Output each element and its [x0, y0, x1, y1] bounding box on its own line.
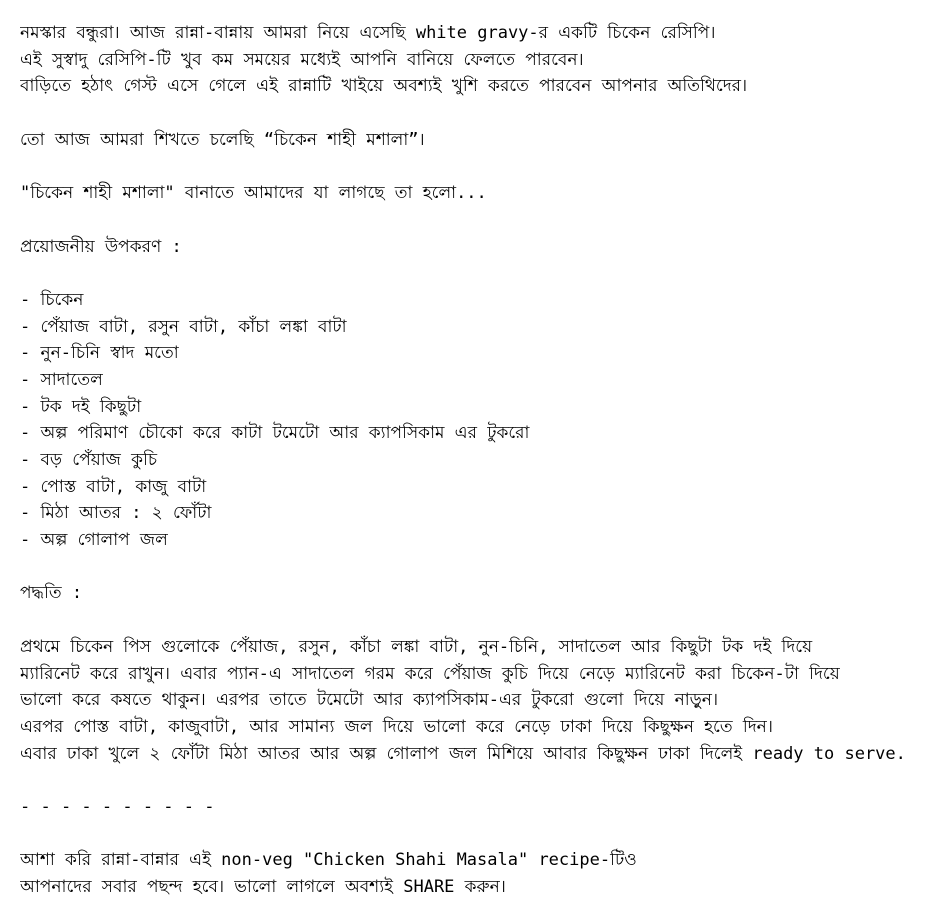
intro-line-2: এই সুস্বাদু রেসিপি-টি খুব কম সময়ের মধ্যেই আপনি বানিয়ে ফেলতে পারবেন। [20, 49, 584, 70]
blank-line [20, 207, 940, 234]
blank-line [20, 260, 940, 287]
blank-line [20, 554, 940, 581]
method-line: ম্যারিনেট করে রাখুন। এবার প্যান-এ সাদাতেল গরম করে পেঁয়াজ কুচি দিয়ে নেড়ে ম্যারিনেট করা চিকেন-টা দিয়ে [20, 663, 840, 684]
ingredient-item: - অল্প গোলাপ জল [20, 530, 168, 551]
blank-line [20, 767, 940, 794]
recipe-document [20, 20, 940, 901]
ingredient-item: - নুন-চিনি স্বাদ মতো [20, 343, 179, 364]
ingredient-item: - বড় পেঁয়াজ কুচি [20, 450, 158, 470]
dashed-divider: - - - - - - - - - - [20, 796, 215, 817]
ingredient-item: - টক দই কিছুটা [20, 396, 142, 417]
method-line: প্রথমে চিকেন পিস গুলোকে পেঁয়াজ, রসুন, কাঁচা লঙ্কা বাটা, নুন-চিনি, সাদাতেল আর কিছুটা টক দই দিয়ে [20, 636, 813, 657]
method-heading: পদ্ধতি : [20, 583, 83, 604]
needs-line: "চিকেন শাহী মশালা" বানাতে আমাদের যা লাগছে তা হলো... [20, 183, 487, 204]
ingredients-heading: প্রয়োজনীয় উপকরণ : [20, 236, 182, 257]
ingredient-item: - সাদাতেল [20, 369, 103, 390]
blank-line [20, 100, 940, 127]
method-line: ভালো করে কষতে থাকুন। এরপর তাতে টমেটো আর ক্যাপসিকাম-এর টুকরো গুলো দিয়ে নাড়ুন। [20, 690, 719, 711]
blank-line [20, 153, 940, 180]
intro-line-1: নমস্কার বন্ধুরা। আজ রান্না-বান্নায় আমরা নিয়ে এসেছি white gravy-র একটি চিকেন রেসিপি। [20, 23, 716, 43]
method-line: এবার ঢাকা খুলে ২ ফোঁটা মিঠা আতর আর অল্প গোলাপ জল মিশিয়ে আবার কিছুক্ষন ঢাকা দিলেই ready to serve. [20, 743, 906, 764]
closing-line-1: আশা করি রান্না-বান্নার এই non-veg "Chicken Shahi Masala" recipe-টিও [20, 850, 637, 871]
ingredient-item: - চিকেন [20, 289, 84, 310]
ingredient-item: - মিঠা আতর : ২ ফোঁটা [20, 503, 212, 524]
intro-line-3: বাড়িতে হঠাৎ গেস্ট এসে গেলে এই রান্নাটি খাইয়ে অবশ্যই খুশি করতে পারবেন আপনার অতিথিদের। [20, 76, 748, 97]
blank-line [20, 607, 940, 634]
blank-line [20, 821, 940, 848]
method-paragraph [20, 634, 940, 767]
method-line: এরপর পোস্ত বাটা, কাজুবাটা, আর সামান্য জল দিয়ে ভালো করে নেড়ে ঢাকা দিয়ে কিছুক্ষন হতে দিন। [20, 716, 773, 737]
ingredients-list [20, 287, 940, 554]
ingredient-item: - অল্প পরিমাণ চৌকো করে কাটা টমেটো আর ক্যাপসিকাম এর টুকরো [20, 423, 530, 444]
closing-line-2: আপনাদের সবার পছন্দ হবে। ভালো লাগলে অবশ্যই SHARE করুন। [20, 877, 506, 897]
ingredient-item: - পোস্ত বাটা, কাজু বাটা [20, 476, 207, 497]
today-line: তো আজ আমরা শিখতে চলেছি “চিকেন শাহী মশালা”। [20, 129, 425, 150]
ingredient-item: - পেঁয়াজ বাটা, রসুন বাটা, কাঁচা লঙ্কা বাটা [20, 316, 347, 337]
